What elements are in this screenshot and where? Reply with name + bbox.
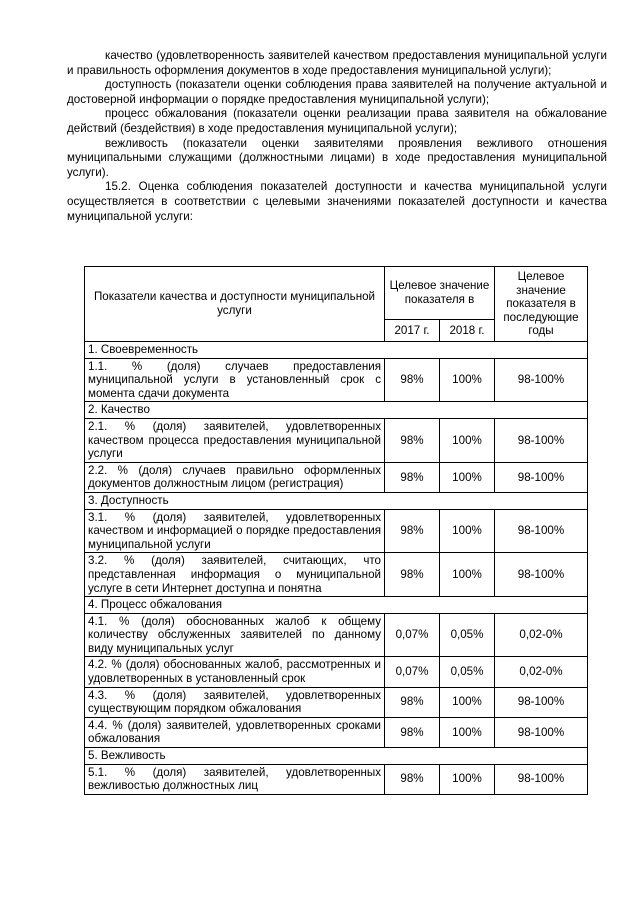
value-2018-cell: 0,05% (440, 613, 495, 657)
section-row (85, 748, 588, 765)
value-2017-cell: 0,07% (385, 613, 440, 657)
value-2017-cell: 98% (385, 418, 440, 462)
value-2017-cell: 0,07% (385, 657, 440, 687)
header-2017: 2017 г. (385, 320, 440, 342)
table-row (85, 764, 588, 794)
value-2017-cell: 98% (385, 462, 440, 492)
value-2018-cell: 100% (440, 462, 495, 492)
value-future-cell: 0,02-0% (495, 613, 588, 657)
value-2018-cell: 100% (440, 717, 495, 747)
section-row (85, 597, 588, 614)
indicator-cell: 4.3. % (доля) заявителей, удовлетворенных существующим порядком обжалования (85, 687, 385, 717)
value-2018-cell: 100% (440, 553, 495, 597)
value-future-cell: 98-100% (495, 358, 588, 402)
value-2018-cell: 100% (440, 418, 495, 462)
paragraph-15-2: 15.2. Оценка соблюдения показателей доступности и качества муниципальной услуги осуществляется в соответствии с целевыми значениями показателей доступности и качества муниципальной услуги: (67, 180, 607, 223)
indicator-cell: 2.2. % (доля) случаев правильно оформленных документов должностным лицом (регистрация) (85, 462, 385, 492)
value-future-cell: 98-100% (495, 509, 588, 553)
header-2018: 2018 г. (440, 320, 495, 342)
indicator-cell: 4.1. % (доля) обоснованных жалоб к общему количеству обслуженных заявителей по данному виду муниципальных услуг (85, 613, 385, 657)
table-row (85, 358, 588, 402)
value-future-cell: 98-100% (495, 687, 588, 717)
section-row (85, 492, 588, 509)
table-row (85, 717, 588, 747)
table-row (85, 553, 588, 597)
table-row (85, 687, 588, 717)
value-2018-cell: 100% (440, 509, 495, 553)
value-2018-cell: 100% (440, 687, 495, 717)
section-title: 1. Своевременность (85, 342, 588, 359)
table-row (85, 462, 588, 492)
section-title: 2. Качество (85, 402, 588, 419)
value-2018-cell: 0,05% (440, 657, 495, 687)
value-future-cell: 98-100% (495, 717, 588, 747)
table-row (85, 613, 588, 657)
section-row (85, 342, 588, 359)
paragraph-quality: качество (удовлетворенность заявителей качеством предоставления муниципальной услуги и правильность оформления документов в ходе предоставления муниципальной услуги); (67, 49, 607, 77)
indicator-cell: 5.1. % (доля) заявителей, удовлетворенных вежливостью должностных лиц (85, 764, 385, 794)
indicator-cell: 3.2. % (доля) заявителей, считающих, что представленная информация о муниципальной услуге в сети Интернет доступна и понятна (85, 553, 385, 597)
indicator-cell: 2.1. % (доля) заявителей, удовлетворенных качеством процесса предоставления муниципальной услуги (85, 418, 385, 462)
value-future-cell: 98-100% (495, 418, 588, 462)
value-2017-cell: 98% (385, 764, 440, 794)
section-title: 4. Процесс обжалования (85, 597, 588, 614)
indicator-cell: 3.1. % (доля) заявителей, удовлетворенных качеством и информацией о порядке предоставления муниципальной услуги (85, 509, 385, 553)
section-row (85, 402, 588, 419)
section-title: 5. Вежливость (85, 748, 588, 765)
header-target-group: Целевое значение показателя в (385, 267, 495, 320)
quality-indicators-table (84, 266, 588, 795)
value-2017-cell: 98% (385, 717, 440, 747)
paragraph-appeal: процесс обжалования (показатели оценки реализации права заявителя на обжалование действий (бездействия) в ходе предоставления муниципальной услуги); (67, 107, 607, 135)
table-row (85, 509, 588, 553)
value-2017-cell: 98% (385, 509, 440, 553)
indicator-cell: 1.1. % (доля) случаев предоставления муниципальной услуги в установленный срок с момента сдачи документа (85, 358, 385, 402)
indicator-cell: 4.2. % (доля) обоснованных жалоб, рассмотренных и удовлетворенных в установленный срок (85, 657, 385, 687)
value-2017-cell: 98% (385, 358, 440, 402)
header-indicator: Показатели качества и доступности муниципальной услуги (85, 267, 385, 342)
indicator-cell: 4.4. % (доля) заявителей, удовлетворенных сроками обжалования (85, 717, 385, 747)
value-2018-cell: 100% (440, 764, 495, 794)
value-2017-cell: 98% (385, 553, 440, 597)
table-row (85, 418, 588, 462)
intro-text (67, 49, 607, 224)
paragraph-politeness: вежливость (показатели оценки заявителями проявления вежливого отношения муниципальными служащими (должностными лицами) в ходе предоставления муниципальной услуги). (67, 136, 607, 179)
value-future-cell: 0,02-0% (495, 657, 588, 687)
header-future: Целевое значение показателя в последующие годы (495, 267, 588, 342)
table-body (85, 342, 588, 795)
value-2017-cell: 98% (385, 687, 440, 717)
value-future-cell: 98-100% (495, 553, 588, 597)
section-title: 3. Доступность (85, 492, 588, 509)
table-row (85, 657, 588, 687)
value-future-cell: 98-100% (495, 462, 588, 492)
value-future-cell: 98-100% (495, 764, 588, 794)
value-2018-cell: 100% (440, 358, 495, 402)
paragraph-accessibility: доступность (показатели оценки соблюдения права заявителей на получение актуальной и достоверной информации о порядке предоставления муниципальной услуги); (67, 78, 607, 106)
